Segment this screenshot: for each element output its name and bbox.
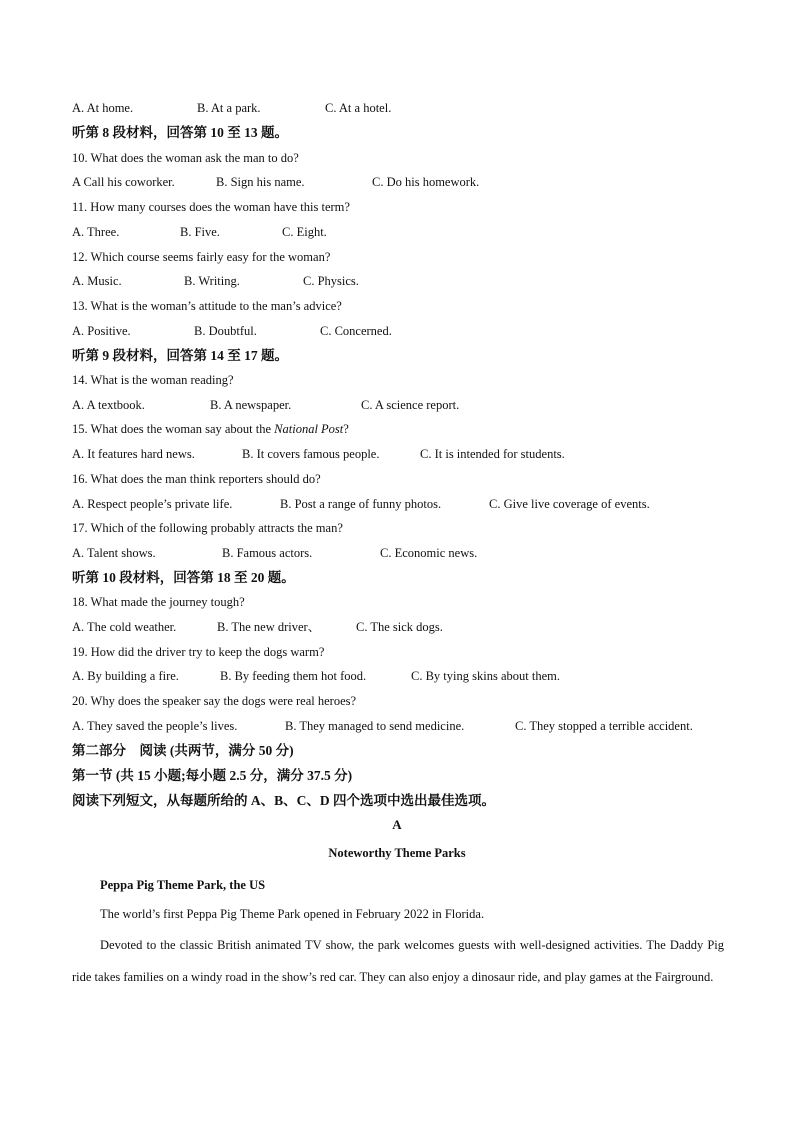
q19-option-a: A. By building a fire.: [72, 669, 179, 683]
reading-part-header: 第二部分 阅读 (共两节，满分 50 分): [72, 743, 294, 758]
q15-option-a: A. It features hard news.: [72, 447, 195, 461]
q10-option-b: B. Sign his name.: [216, 175, 305, 189]
q14-option-a: A. A textbook.: [72, 398, 145, 412]
q14-option-c: C. A science report.: [361, 398, 460, 412]
q17-option-c: C. Economic news.: [380, 546, 478, 560]
q18-option-b: B. The new driver、: [217, 620, 321, 634]
q14-stem: 14. What is the woman reading?: [72, 373, 234, 387]
q11-option-a: A. Three.: [72, 225, 120, 239]
q9-option-b: B. At a park.: [197, 101, 261, 115]
q15-option-b: B. It covers famous people.: [242, 447, 380, 461]
q15-stem-italic: National Post: [274, 422, 344, 436]
q13-option-c: C. Concerned.: [320, 324, 392, 338]
q11-option-b: B. Five.: [180, 225, 220, 239]
q10-stem: 10. What does the woman ask the man to do?: [72, 151, 299, 165]
park1-paragraph-1: The world’s first Peppa Pig Theme Park opened in February 2022 in Florida.: [100, 907, 485, 921]
q18-option-a: A. The cold weather.: [72, 620, 177, 634]
park1-paragraph-2: Devoted to the classic British animated TV show, the park welcomes guests with well-designed activities. The Daddy Pig ride takes families on a windy road in the show’s red car. They can also enjoy a dinosaur ride, and play games at the Fairground.: [72, 938, 724, 984]
q17-option-a: A. Talent shows.: [72, 546, 156, 560]
q17-option-b: B. Famous actors.: [222, 546, 313, 560]
q15-stem-suffix: ?: [343, 422, 349, 436]
q14-option-b: B. A newspaper.: [210, 398, 292, 412]
reading-section-header: 第一节 (共 15 小题;每小题 2.5 分，满分 37.5 分): [72, 768, 353, 783]
passage-letter: A: [392, 817, 402, 832]
q17-stem: 17. Which of the following probably attracts the man?: [72, 521, 343, 535]
section10-header: 听第 10 段材料，回答第 18 至 20 题。: [72, 570, 295, 585]
q15-option-c: C. It is intended for students.: [420, 447, 565, 461]
q12-option-a: A. Music.: [72, 274, 122, 288]
q19-stem: 19. How did the driver try to keep the dogs warm?: [72, 645, 325, 659]
q13-option-a: A. Positive.: [72, 324, 131, 338]
q12-option-b: B. Writing.: [184, 274, 240, 288]
q13-option-b: B. Doubtful.: [194, 324, 257, 338]
q16-option-b: B. Post a range of funny photos.: [280, 497, 442, 511]
q12-stem: 12. Which course seems fairly easy for the woman?: [72, 250, 331, 264]
q11-stem: 11. How many courses does the woman have this term?: [72, 200, 350, 214]
q15-stem: [72, 421, 349, 437]
q13-stem: 13. What is the woman’s attitude to the man’s advice?: [72, 299, 342, 313]
park1-title: Peppa Pig Theme Park, the US: [100, 878, 266, 892]
q10-option-c: C. Do his homework.: [372, 175, 480, 189]
q11-option-c: C. Eight.: [282, 225, 327, 239]
q15-stem-prefix: 15. What does the woman say about the: [72, 422, 275, 436]
passage-title: Noteworthy Theme Parks: [328, 846, 466, 860]
q19-option-c: C. By tying skins about them.: [411, 669, 560, 683]
section9-header: 听第 9 段材料，回答第 14 至 17 题。: [72, 348, 288, 363]
q9-option-a: A. At home.: [72, 101, 134, 115]
q20-option-b: B. They managed to send medicine.: [285, 719, 465, 733]
q16-option-c: C. Give live coverage of events.: [489, 497, 650, 511]
q20-option-c: C. They stopped a terrible accident.: [515, 719, 693, 733]
q18-option-c: C. The sick dogs.: [356, 620, 443, 634]
q20-stem: 20. Why does the speaker say the dogs were real heroes?: [72, 694, 357, 708]
q20-option-a: A. They saved the people’s lives.: [72, 719, 238, 733]
q9-option-c: C. At a hotel.: [325, 101, 392, 115]
q12-option-c: C. Physics.: [303, 274, 359, 288]
q18-stem: 18. What made the journey tough?: [72, 595, 245, 609]
q10-option-a: A Call his coworker.: [72, 175, 175, 189]
q19-option-b: B. By feeding them hot food.: [220, 669, 367, 683]
reading-instruction: 阅读下列短文，从每题所给的 A、B、C、D 四个选项中选出最佳选项。: [72, 793, 496, 808]
section8-header: 听第 8 段材料，回答第 10 至 13 题。: [72, 125, 288, 140]
q16-option-a: A. Respect people’s private life.: [72, 497, 233, 511]
q16-stem: 16. What does the man think reporters should do?: [72, 472, 321, 486]
